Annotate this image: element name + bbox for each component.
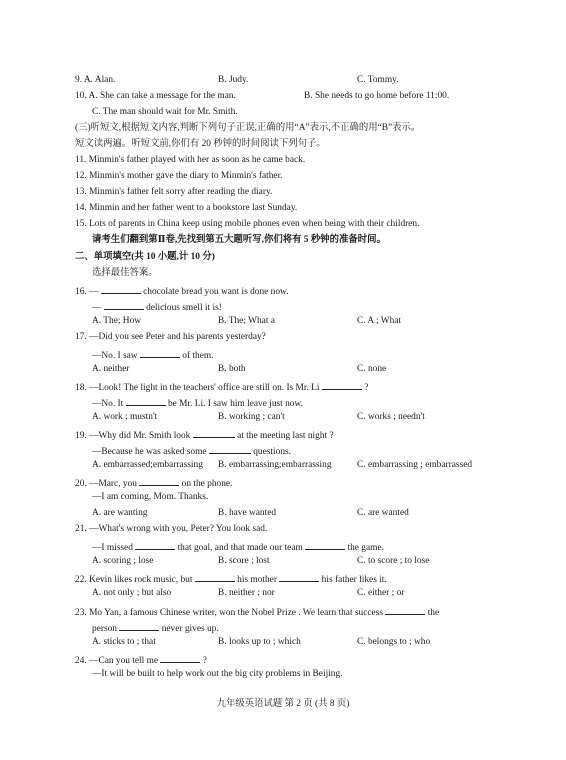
text-line — [75, 476, 232, 490]
text-line — [357, 460, 472, 471]
text-segment: 21. —What's wrong with you, Peter? You look sad. — [75, 524, 268, 534]
text-line — [357, 637, 430, 648]
text-line — [92, 364, 130, 375]
text-segment: C. are wanted — [357, 508, 409, 518]
text-line — [92, 460, 203, 471]
text-segment: 9. A. Alan. — [75, 75, 116, 85]
text-segment: delicious smell it is! — [143, 303, 222, 313]
text-segment: B. have wanted — [218, 508, 277, 518]
text-segment: on the phone. — [179, 479, 233, 489]
text-line — [92, 508, 147, 519]
text-line — [92, 444, 291, 458]
text-line — [75, 428, 334, 442]
text-segment: A. embarrassed;embarrassing — [92, 460, 203, 470]
text-segment: B. The; What a — [218, 316, 275, 326]
text-segment: —I am coming, Mom. Thanks. — [92, 492, 209, 502]
text-line — [75, 252, 215, 263]
text-line — [92, 492, 208, 503]
text-segment: C. embarrassing ; embarrassed — [357, 460, 473, 470]
text-segment: ? — [361, 383, 369, 393]
text-segment: A. neither — [92, 364, 130, 374]
text-segment: C. works ; needn't — [357, 412, 425, 422]
text-line — [218, 412, 285, 423]
text-segment: the — [425, 608, 440, 618]
text-segment: (三)听短文,根据短文内容,判断下列句子正误,正确的用“A”表示,不正确的用“B”表示。 — [75, 123, 421, 133]
text-segment: A. work ; mustn't — [92, 412, 158, 422]
text-segment: A. scoring ; lose — [92, 556, 154, 566]
text-segment: —No. I saw — [92, 351, 140, 361]
text-segment: A. The; How — [92, 316, 142, 326]
text-line — [357, 364, 386, 375]
text-segment: 15. Lots of parents in China keep using mobile phones even when being with their children. — [75, 219, 420, 229]
text-segment: —It will be built to help work out the big city problems in Beijing. — [92, 669, 343, 679]
answer-blank — [209, 444, 251, 454]
text-segment: B. working ; can't — [218, 412, 285, 422]
text-segment: 16. — — [75, 287, 101, 297]
text-line — [75, 572, 387, 586]
text-segment: B. neither ; nor — [218, 588, 275, 598]
text-segment: C. to score ; to lose — [357, 556, 430, 566]
text-segment: 短文读两遍。听短文前,你们有 20 秒钟的时间阅读下列句子。 — [75, 139, 326, 149]
answer-blank — [139, 476, 179, 486]
text-line — [218, 508, 276, 519]
answer-blank — [160, 653, 200, 663]
text-line — [92, 107, 238, 118]
text-segment: —No. It — [92, 399, 126, 409]
answer-blank — [104, 300, 144, 310]
text-segment: 20. —Marc, you — [75, 479, 140, 489]
text-segment: B. both — [218, 364, 246, 374]
text-line — [92, 268, 158, 279]
text-line — [357, 75, 399, 86]
text-segment: 选择最佳答案。 — [92, 268, 158, 278]
text-segment: B. She needs to go home before 11:00. — [304, 91, 450, 101]
text-segment: his father likes it. — [319, 575, 387, 585]
answer-blank — [101, 284, 141, 294]
text-line — [218, 588, 275, 599]
text-line — [357, 556, 429, 567]
text-line — [75, 653, 207, 667]
text-segment: C. either ; or — [357, 588, 405, 598]
text-segment: 22. Kevin likes rock music, but — [75, 575, 195, 585]
text-segment: 13. Minmin's father felt sorry after reading the diary. — [75, 187, 273, 197]
answer-blank — [195, 572, 235, 582]
text-segment: C. belongs to ; who — [357, 637, 431, 647]
text-line — [75, 219, 419, 230]
answer-blank — [305, 540, 345, 550]
text-line — [75, 524, 267, 535]
text-segment: 18. —Look! The light in the teachers' office are still on. Is Mr. Li — [75, 383, 322, 393]
text-line — [75, 187, 272, 198]
text-line — [75, 139, 326, 150]
text-segment: 23. Mo Yan, a famous Chinese writer, won the Nobel Prize . We learn that success — [75, 608, 386, 618]
text-segment: A. not only ; but also — [92, 588, 172, 598]
text-segment: never gives up. — [159, 624, 219, 634]
text-segment: B. Judy. — [218, 75, 249, 85]
text-line — [357, 316, 401, 327]
answer-blank — [140, 348, 180, 358]
text-line — [75, 91, 236, 102]
text-segment: be Mr. Li. I saw him leave just now. — [165, 399, 303, 409]
text-segment: 24. —Can you tell me — [75, 656, 161, 666]
text-line — [92, 412, 157, 423]
text-segment: 17. —Did you see Peter and his parents yesterday? — [75, 332, 266, 342]
text-segment: ? — [200, 656, 207, 666]
text-line — [75, 380, 368, 394]
text-segment: 14. Minmin and her father went to a bookstore last Sunday. — [75, 203, 298, 213]
text-line — [357, 588, 404, 599]
text-line — [75, 123, 420, 134]
text-segment: C. A ; What — [357, 316, 402, 326]
text-segment: 10. A. She can take a message for the man. — [75, 91, 236, 101]
text-line — [304, 91, 449, 102]
text-line — [218, 556, 270, 567]
text-segment: —I missed — [92, 543, 136, 553]
text-line — [92, 637, 156, 648]
answer-blank — [126, 396, 166, 406]
answer-blank — [119, 621, 159, 631]
answer-blank — [279, 572, 319, 582]
text-line — [75, 203, 297, 214]
text-segment: C. The man should wait for Mr. Smith. — [92, 107, 238, 117]
text-segment: at the meeting last night ? — [234, 431, 334, 441]
text-line — [92, 348, 214, 362]
text-line — [75, 332, 266, 343]
answer-blank — [193, 428, 235, 438]
text-segment: 请考生们翻到第Ⅱ卷,先找到第五大题听写,你们将有 5 秒钟的准备时间。 — [92, 235, 386, 245]
text-line — [218, 75, 248, 86]
text-line — [75, 284, 289, 298]
text-segment: C. none — [357, 364, 387, 374]
text-segment: B. embarrassing;embarrassing — [218, 460, 332, 470]
text-segment: — — [92, 303, 104, 313]
text-segment: B. looks up to ; which — [218, 637, 301, 647]
text-line — [75, 155, 305, 166]
text-line — [75, 171, 283, 182]
text-segment: 12. Minmin's mother gave the diary to Minmin's father. — [75, 171, 283, 181]
text-line — [218, 316, 275, 327]
text-segment: the game. — [345, 543, 384, 553]
answer-blank — [385, 605, 425, 615]
answer-blank — [135, 540, 175, 550]
text-segment: B. score ; lost — [218, 556, 270, 566]
text-segment: A. sticks to ; that — [92, 637, 156, 647]
text-line — [218, 364, 246, 375]
text-segment: chocolate bread you want is done now. — [140, 287, 289, 297]
text-line — [92, 235, 386, 246]
text-line — [92, 300, 222, 314]
text-line — [92, 540, 384, 554]
text-line — [92, 621, 219, 635]
text-line — [75, 75, 115, 86]
text-segment: 19. —Why did Mr. Smith look — [75, 431, 193, 441]
text-segment: 二、单项填空(共 10 小题,计 10 分) — [75, 252, 215, 262]
text-line — [75, 605, 439, 619]
text-segment: his mother — [234, 575, 280, 585]
text-segment: questions. — [250, 447, 291, 457]
text-segment: 11. Minmin's father played with her as soon as he came back. — [75, 155, 306, 165]
answer-blank — [322, 380, 362, 390]
text-line — [92, 669, 343, 680]
text-line — [218, 637, 301, 648]
text-line — [92, 588, 171, 599]
text-segment: that goal, and that made our team — [175, 543, 306, 553]
text-line — [357, 508, 409, 519]
text-segment: of them. — [179, 351, 214, 361]
text-segment: C. Tommy. — [357, 75, 399, 85]
text-line — [92, 316, 141, 327]
text-segment: person — [92, 624, 120, 634]
page-footer: 九年级英语试题 第 2 页 (共 8 页) — [216, 699, 350, 709]
text-line — [92, 396, 303, 410]
text-segment: —Because he was asked some — [92, 447, 209, 457]
text-segment: A. are wanting — [92, 508, 148, 518]
text-line — [357, 412, 425, 423]
text-line — [218, 460, 332, 471]
text-line — [92, 556, 153, 567]
